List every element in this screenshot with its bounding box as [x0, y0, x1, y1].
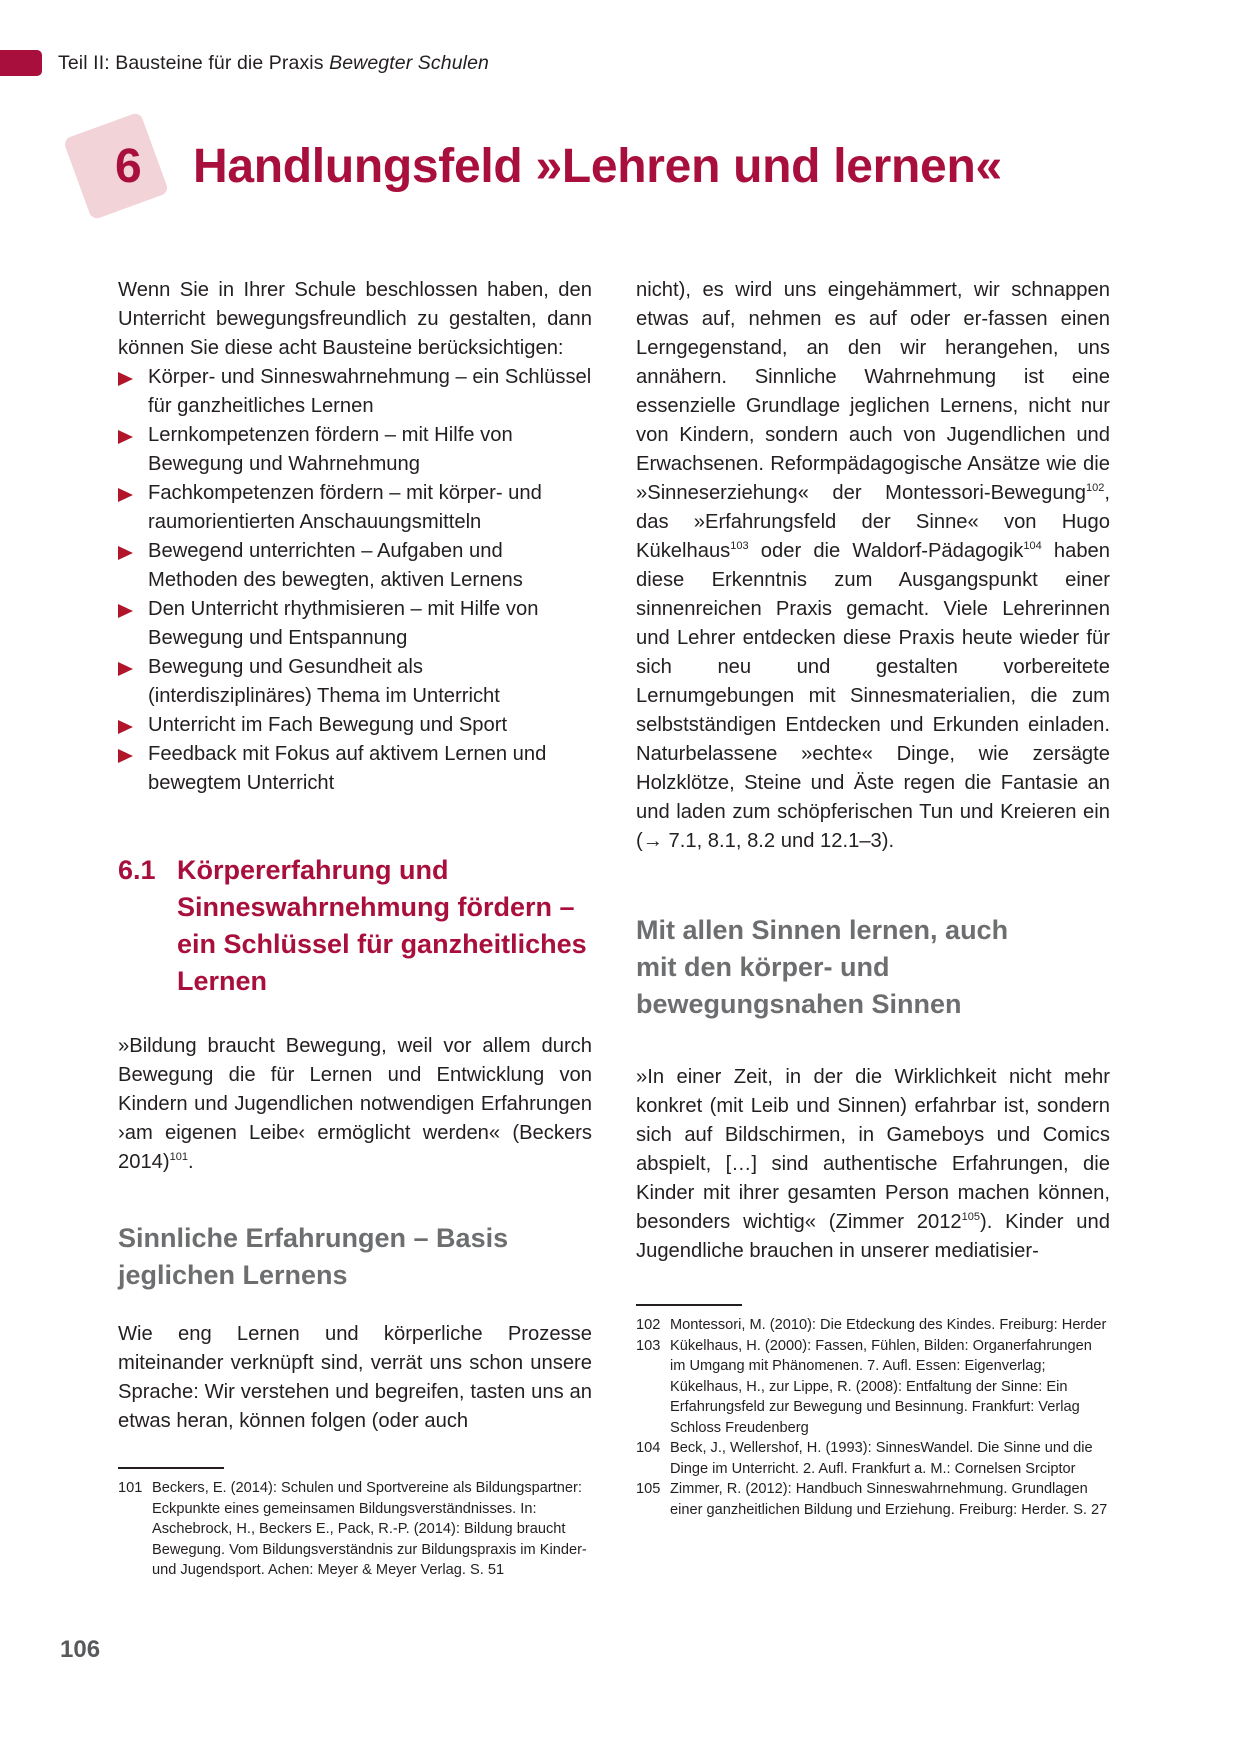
footnote-105	[636, 1479, 1110, 1520]
list-item: Bewegung und Gesundheit als (interdisziplinäres) Thema im Unterricht	[118, 653, 592, 711]
footnote-text: Zimmer, R. (2012): Handbuch Sinneswahrnehmung. Grundlagen einer ganzheitlichen Bildung und Erziehung. Freiburg: Herder. S. 27	[670, 1481, 1108, 1518]
list-item: Bewegend unterrichten – Aufgaben und Methoden des bewegten, aktiven Lernens	[118, 537, 592, 595]
right-column-paragraph-2	[636, 1063, 1110, 1266]
left-column-intro	[118, 276, 592, 798]
bullet-triangle-icon	[118, 720, 133, 734]
footnote-ref[interactable]: 103	[730, 540, 749, 552]
footnote-text: Montessori, M. (2010): Die Etdeckung des Kindes. Freiburg: Herder	[670, 1317, 1107, 1333]
list-item: Unterricht im Fach Bewegung und Sport	[118, 711, 592, 740]
list-item: Körper- und Sinneswahrnehmung – ein Schlüssel für ganzheitliches Lernen	[118, 363, 592, 421]
footnote-number: 105	[636, 1481, 661, 1497]
footnote-rule	[118, 1467, 224, 1469]
chapter-title: Handlungsfeld »Lehren und lernen«	[193, 140, 1002, 193]
footnote-text: Beckers, E. (2014): Schulen und Sportvereine als Bildungspartner: Eckpunkte eines gemeinsamen Bildungsverständnisses. In: Aschebrock, H., Beckers E., Pack, R.-P. (2014): Bildung braucht Bewegung. Vom Bildungsverständnis zur Bildungspraxis im Kinder- und Jugendsport. Achen: Meyer & Meyer Verlag. S. 51	[152, 1480, 587, 1578]
list-item: Lernkompetenzen fördern – mit Hilfe von Bewegung und Wahrnehmung	[118, 421, 592, 479]
list-item: Den Unterricht rhythmisieren – mit Hilfe von Bewegung und Entspannung	[118, 595, 592, 653]
running-head-text	[58, 52, 489, 75]
subheading-sinnliche-erfahrungen: Sinnliche Erfahrungen – Basis jeglichen Lernens	[118, 1223, 509, 1290]
running-head-color-tab	[0, 50, 42, 76]
body-paragraph: Wie eng Lernen und körperliche Prozesse miteinander verknüpft sind, verrät uns schon unsere Sprache: Wir verstehen und begreifen, tasten uns an etwas heran, können folgen (oder auch	[118, 1323, 592, 1432]
footnote-number: 101	[118, 1480, 143, 1496]
footnote-text: Beck, J., Wellershof, H. (1993): SinnesWandel. Die Sinne und die Dinge im Unterricht. 2. Aufl. Frankfurt a. M.: Cornelsen Srciptor	[670, 1440, 1093, 1477]
footnote-rule	[636, 1304, 742, 1306]
page-number: 106	[60, 1636, 101, 1663]
bullet-triangle-icon	[118, 604, 133, 618]
quote-paragraph: »Bildung braucht Bewegung, weil vor allem durch Bewegung die für Lernen und Entwicklung von Kindern und Jugendlichen notwendigen Erfahrungen ›am eigenen Leibe‹ ermöglicht werden« (Beckers 2014)$^{101}$.	[118, 1035, 592, 1173]
footnote-101	[118, 1478, 592, 1581]
footnote-104	[636, 1438, 1110, 1479]
bullet-triangle-icon	[118, 749, 133, 763]
list-item: Feedback mit Fokus auf aktivem Lernen und bewegtem Unterricht	[118, 740, 592, 798]
footnotes-left	[118, 1478, 592, 1581]
footnote-103	[636, 1336, 1110, 1439]
section-title: Körpererfahrung und Sinneswahrnehmung fördern – ein Schlüssel für ganzheitliches Lernen	[177, 855, 587, 996]
bullet-triangle-icon	[118, 488, 133, 502]
footnote-number: 104	[636, 1440, 661, 1456]
chapter-number: 6	[115, 140, 142, 193]
footnote-text: Kükelhaus, H. (2000): Fassen, Fühlen, Bilden: Organerfahrungen im Umgang mit Phänomenen. 7. Aufl. Essen: Eigenverlag; Kükelhaus, H., zur Lippe, R. (2008): Entfaltung der Sinne: Ein Erfahrungsfeld zur Bewegung und Besinnung. Frankfurt: Verlag Schloss Freudenberg	[670, 1337, 1092, 1436]
section-number: 6.1	[118, 855, 156, 885]
quote-block	[118, 1032, 592, 1177]
bullet-triangle-icon	[118, 430, 133, 444]
body-paragraph: »In einer Zeit, in der die Wirklichkeit nicht mehr konkret (mit Leib und Sinnen) erfahrbar ist, sondern sich auf Bildschirmen, in Gameboys und Comics abspielt, […] sind authentische Erfahrungen, die Kinder mit ihrer gesamten Person machen können, besonders wichtig« (Zimmer 2012$^{105}$). Kinder und Jugendliche brauchen in unserer mediatisier-	[636, 1066, 1110, 1262]
bullet-triangle-icon	[118, 662, 133, 676]
footnote-ref[interactable]: 104	[1023, 540, 1042, 552]
footnote-ref[interactable]: 102	[1086, 482, 1105, 494]
right-column-paragraph-1	[636, 276, 1110, 856]
intro-paragraph: Wenn Sie in Ihrer Schule beschlossen haben, den Unterricht bewegungsfreundlich zu gestalten, dann können Sie diese acht Bausteine berücksichtigen:	[118, 279, 592, 359]
running-head	[0, 50, 489, 76]
left-paragraph	[118, 1320, 592, 1436]
body-paragraph: nicht), es wird uns eingehämmert, wir schnappen etwas auf, nehmen es auf oder er-fassen einen Lerngegenstand, an den wir herangehen, uns annähern. Sinnliche Wahrnehmung ist eine essenzielle Grundlage jeglichen Lernens, nicht nur von Kindern, sondern auch von Jugendlichen und Erwachsenen. Reformpädagogische Ansätze wie die »Sinneserziehung« der Montessori-Bewegung$^{102}$, das »Erfahrungsfeld der Sinne« von Hugo Kükelhaus$^{103}$ oder die Waldorf-Pädagogik$^{104}$ haben diese Erkenntnis zum Ausgangspunkt einer sinnenreichen Praxis gemacht. Viele Lehrerinnen und Lehrer entdecken diese Praxis heute wieder für sich neu und gestalten vorbereitete Lernumgebungen mit Sinnesmaterialien, die zum selbstständigen Entdecken und Erkunden einladen. Naturbelassene »echte« Dinge, wie zersägte Holzklötze, Steine und Äste regen die Fantasie an und laden zum schöpferischen Tun und Kreieren ein (→ 7.1, 8.1, 8.2 und 12.1–3).	[636, 279, 1110, 852]
footnote-number: 103	[636, 1337, 661, 1354]
building-blocks-list	[118, 363, 592, 798]
footnote-ref[interactable]: 105	[961, 1211, 981, 1223]
bullet-triangle-icon	[118, 546, 133, 560]
running-head-italic: Bewegter Schulen	[329, 51, 489, 74]
footnotes-right	[636, 1315, 1110, 1520]
footnote-102	[636, 1315, 1110, 1336]
running-head-prefix: Teil II: Bausteine für die Praxis	[58, 51, 330, 74]
list-item: Fachkompetenzen fördern – mit körper- und raumorientierten Anschauungsmitteln	[118, 479, 592, 537]
footnote-number: 102	[636, 1317, 661, 1333]
subheading-mit-allen-sinnen: Mit allen Sinnen lernen, auch mit den körper- und bewegungsnahen Sinnen	[636, 915, 1009, 1019]
footnote-ref[interactable]: 101	[169, 1151, 188, 1163]
bullet-triangle-icon	[118, 372, 133, 386]
